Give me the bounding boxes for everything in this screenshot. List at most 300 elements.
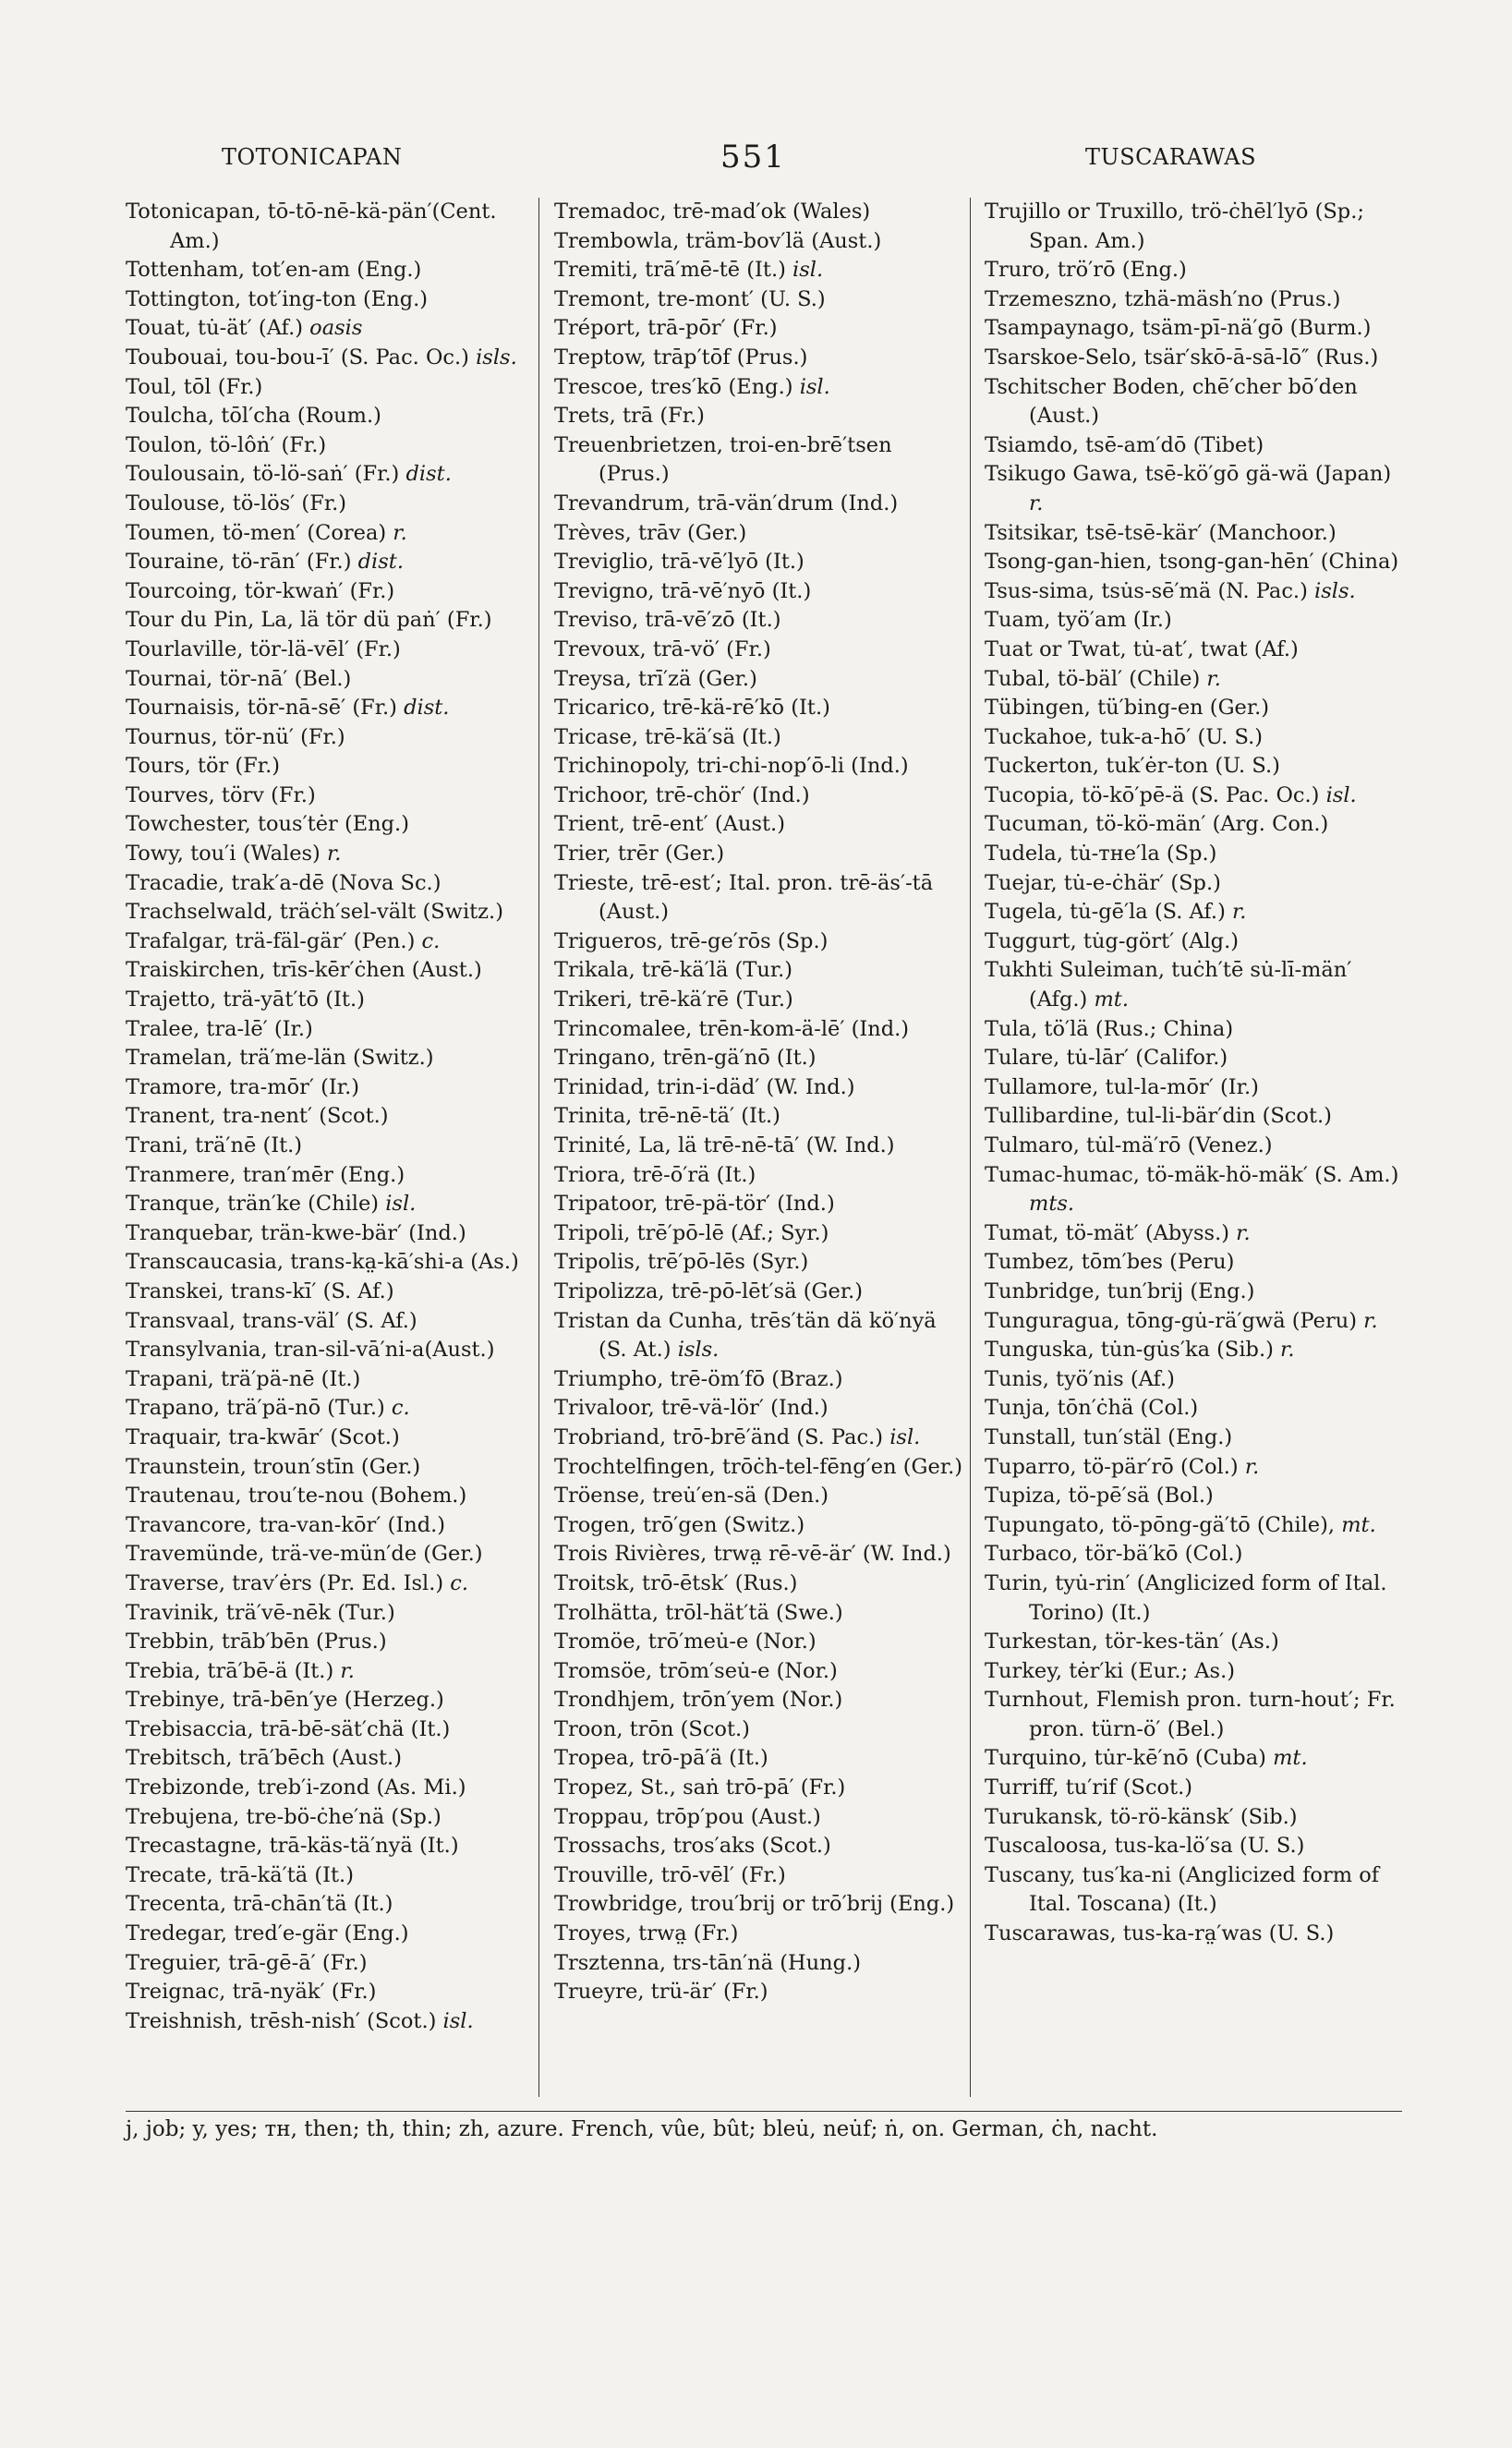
entry-text: Trondhjem, trōn′yem (Nor.) bbox=[554, 1688, 843, 1713]
entry-text: Trikala, trē-kä′lä (Tur.) bbox=[554, 958, 793, 983]
entry-feature-type: mt. bbox=[1341, 1512, 1376, 1537]
entry-text: Travancore, tra-van-kōr′ (Ind.) bbox=[126, 1512, 446, 1537]
gazetteer-entry bbox=[554, 1248, 966, 1278]
entry-text: Tranmere, tran′mēr (Eng.) bbox=[126, 1162, 405, 1187]
gazetteer-entry bbox=[126, 1365, 532, 1395]
gazetteer-entry bbox=[126, 1248, 532, 1278]
gazetteer-entry bbox=[985, 1278, 1402, 1307]
gazetteer-entry bbox=[985, 1102, 1402, 1132]
gazetteer-entry bbox=[985, 1161, 1402, 1219]
entry-text: Tourlaville, tör-lä-vēl′ (Fr.) bbox=[126, 636, 401, 661]
gazetteer-entry bbox=[554, 577, 966, 607]
entry-text: Towy, tou′i (Wales) bbox=[126, 842, 321, 866]
gazetteer-entry bbox=[554, 1686, 966, 1715]
entry-text: Trivaloor, trē-vä-lör′ (Ind.) bbox=[554, 1396, 829, 1421]
entry-text: Tübingen, tü′bing-en (Ger.) bbox=[985, 696, 1270, 721]
entry-text: Transcaucasia, trans-ka̤-kā′shi-a (As.) bbox=[126, 1250, 519, 1275]
gazetteer-entry bbox=[554, 1073, 966, 1103]
entry-feature-type: r. bbox=[1280, 1338, 1295, 1363]
gazetteer-entry bbox=[985, 256, 1402, 285]
entry-text: Treishnish, trēsh-nish′ (Scot.) bbox=[126, 2008, 437, 2033]
entry-text: Trèves, trāv (Ger.) bbox=[554, 520, 747, 545]
gazetteer-entry bbox=[554, 810, 966, 840]
entry-feature-type: r. bbox=[326, 842, 342, 866]
gazetteer-entry bbox=[554, 198, 966, 227]
gazetteer-entry bbox=[554, 1161, 966, 1191]
entry-text: Tsiamdo, tsē-am′dō (Tibet) bbox=[985, 432, 1264, 457]
entry-text: Tropez, St., saṅ trō-pā′ (Fr.) bbox=[554, 1775, 846, 1800]
gazetteer-entry bbox=[126, 840, 532, 869]
entry-text: Troppau, trōp′pou (Aust.) bbox=[554, 1804, 821, 1829]
entry-text: Turriff, tu′rif (Scot.) bbox=[985, 1775, 1193, 1800]
entry-text: Tourves, törv (Fr.) bbox=[126, 782, 316, 807]
gazetteer-column-1 bbox=[126, 198, 532, 2091]
entry-text: Tröense, treu̇′en-sä (Den.) bbox=[554, 1484, 829, 1509]
entry-text: Trevigno, trā-vē′nyō (It.) bbox=[554, 578, 812, 603]
gazetteer-entry bbox=[126, 898, 532, 927]
gazetteer-entry bbox=[126, 198, 532, 256]
entry-text: Trolhätta, trōl-hät′tä (Swe.) bbox=[554, 1600, 843, 1625]
entry-text: Transvaal, trans-väl′ (S. Af.) bbox=[126, 1308, 417, 1333]
entry-text: Tuparro, tö-pär′rō (Col.) bbox=[985, 1454, 1239, 1479]
gazetteer-entry bbox=[126, 1394, 532, 1424]
entry-feature-type: isl. bbox=[385, 1192, 417, 1217]
entry-text: Transylvania, tran-sil-vā′ni-a(Aust.) bbox=[126, 1338, 495, 1363]
gazetteer-entry bbox=[554, 1774, 966, 1803]
gazetteer-entry bbox=[126, 1278, 532, 1307]
entry-text: Travemünde, trä-ve-mün′de (Ger.) bbox=[126, 1542, 483, 1567]
gazetteer-entry bbox=[126, 752, 532, 782]
gazetteer-entry bbox=[554, 1102, 966, 1132]
entry-text: Trichoor, trē-chör′ (Ind.) bbox=[554, 782, 810, 807]
gazetteer-entry bbox=[985, 1774, 1402, 1803]
gazetteer-entry bbox=[126, 956, 532, 986]
entry-text: Toubouai, tou-bou-ī′ (S. Pac. Oc.) bbox=[126, 345, 469, 370]
entry-text: Tripatoor, trē-pä-tör′ (Ind.) bbox=[554, 1192, 835, 1217]
entry-text: Trescoe, tres′kō (Eng.) bbox=[554, 374, 793, 399]
entry-text: Tumat, tö-mät′ (Abyss.) bbox=[985, 1220, 1230, 1245]
entry-text: Trecate, trā-kä′tä (It.) bbox=[126, 1862, 354, 1887]
gazetteer-entry bbox=[985, 460, 1402, 518]
entry-text: Trebizonde, treb′i-zond (As. Mi.) bbox=[126, 1775, 466, 1800]
gazetteer-entry bbox=[985, 198, 1402, 256]
entry-text: Tunis, työ′nis (Af.) bbox=[985, 1366, 1175, 1391]
gazetteer-entry bbox=[554, 1657, 966, 1687]
entry-text: Toulcha, tōl′cha (Roum.) bbox=[126, 404, 381, 429]
gazetteer-entry bbox=[126, 1599, 532, 1629]
gazetteer-entry bbox=[985, 1803, 1402, 1833]
gazetteer-entry bbox=[126, 1803, 532, 1833]
entry-text: Trinita, trē-nē-tä′ (It.) bbox=[554, 1104, 780, 1129]
entry-text: Tupiza, tö-pē′sä (Bol.) bbox=[985, 1484, 1214, 1509]
entry-text: Tringano, trēn-gä′nō (It.) bbox=[554, 1046, 816, 1071]
gazetteer-entry bbox=[126, 431, 532, 461]
gazetteer-entry bbox=[126, 1453, 532, 1483]
gazetteer-entry bbox=[126, 1015, 532, 1045]
gazetteer-entry bbox=[126, 577, 532, 607]
entry-text: Trikeri, trē-kä′rē (Tur.) bbox=[554, 988, 793, 1012]
entry-text: Tremont, tre-mont′ (U. S.) bbox=[554, 286, 826, 311]
entry-text: Tulmaro, tu̇l-mä′rō (Venez.) bbox=[985, 1133, 1273, 1157]
gazetteer-entry bbox=[985, 1424, 1402, 1453]
entry-text: Tripolizza, trē-pō-lēt′sä (Ger.) bbox=[554, 1279, 864, 1303]
gazetteer-entry bbox=[554, 227, 966, 257]
gazetteer-entry bbox=[126, 314, 532, 344]
entry-text: Trier, trēr (Ger.) bbox=[554, 842, 725, 866]
entry-text: Trets, trā (Fr.) bbox=[554, 404, 705, 429]
entry-text: Trevandrum, trā-vän′drum (Ind.) bbox=[554, 491, 899, 515]
gazetteer-entry bbox=[554, 782, 966, 811]
entry-text: Tupungato, tö-pōng-gä′tō (Chile), bbox=[985, 1512, 1336, 1537]
entry-text: Trichinopoly, tri-chi-nop′ō-li (Ind.) bbox=[554, 754, 909, 779]
entry-feature-type: mts. bbox=[1029, 1192, 1075, 1217]
entry-feature-type: isl. bbox=[442, 2008, 474, 2033]
entry-feature-type: r. bbox=[1029, 491, 1044, 515]
gazetteer-entry bbox=[985, 636, 1402, 665]
gazetteer-entry bbox=[985, 1248, 1402, 1278]
entry-text: Tugela, tu̇-gē′la (S. Af.) bbox=[985, 900, 1226, 925]
gazetteer-entry bbox=[126, 1102, 532, 1132]
gazetteer-entry bbox=[126, 723, 532, 753]
entry-feature-type: isl. bbox=[792, 258, 824, 283]
footer-rule bbox=[126, 2111, 1402, 2112]
gazetteer-entry bbox=[985, 1920, 1402, 1949]
gazetteer-entry bbox=[554, 1832, 966, 1861]
entry-text: Tumac-humac, tö-mäk-hö-mäk′ (S. Am.) bbox=[985, 1162, 1399, 1187]
gazetteer-entry bbox=[126, 1978, 532, 2007]
gazetteer-entry bbox=[554, 344, 966, 373]
entry-text: Tramore, tra-mōr′ (Ir.) bbox=[126, 1074, 360, 1099]
entry-text: Triora, trē-ō′rä (It.) bbox=[554, 1162, 756, 1187]
gazetteer-entry bbox=[554, 1453, 966, 1483]
gazetteer-entry bbox=[985, 1336, 1402, 1365]
entry-text: Troyes, trwa̤ (Fr.) bbox=[554, 1921, 739, 1946]
entry-text: Tubal, tö-bäl′ (Chile) bbox=[985, 666, 1201, 691]
gazetteer-entry bbox=[554, 606, 966, 636]
entry-text: Trinité, La, lä trē-nē-tā′ (W. Ind.) bbox=[554, 1133, 895, 1157]
entry-text: Tralee, tra-lē′ (Ir.) bbox=[126, 1016, 313, 1041]
entry-text: Tuckahoe, tuk-a-hō′ (U. S.) bbox=[985, 724, 1264, 749]
gazetteer-entry bbox=[554, 1978, 966, 2007]
gazetteer-entry bbox=[985, 344, 1402, 373]
gazetteer-entry bbox=[554, 1482, 966, 1511]
entry-text: Treviso, trā-vē′zō (It.) bbox=[554, 608, 781, 633]
gazetteer-entry bbox=[554, 1803, 966, 1833]
gazetteer-entry bbox=[126, 1861, 532, 1891]
gazetteer-entry bbox=[554, 285, 966, 315]
gazetteer-entry bbox=[126, 694, 532, 723]
gazetteer-entry bbox=[985, 1307, 1402, 1337]
entry-text: Trebbin, trāb′bēn (Prus.) bbox=[126, 1630, 387, 1654]
gazetteer-entry bbox=[554, 314, 966, 344]
gazetteer-entry bbox=[126, 1132, 532, 1161]
entry-text: Trebujena, tre-bö-ċhe′nä (Sp.) bbox=[126, 1804, 442, 1829]
entry-text: Tsarskoe-Selo, tsär′skō-ā-sā-lō″ (Rus.) bbox=[985, 345, 1379, 370]
entry-text: Tullibardine, tul-li-bär′din (Scot.) bbox=[985, 1104, 1332, 1129]
entry-text: Trowbridge, trou′brij or trō′brij (Eng.) bbox=[554, 1892, 955, 1917]
entry-text: Trachselwald, träċh′sel-vält (Switz.) bbox=[126, 900, 503, 925]
entry-text: Tropea, trō-pā′ä (It.) bbox=[554, 1746, 768, 1771]
gazetteer-entry bbox=[126, 402, 532, 431]
gazetteer-entry bbox=[554, 1861, 966, 1891]
entry-text: Tournai, tör-nā′ (Bel.) bbox=[126, 666, 352, 691]
entry-text: Turbaco, tör-bä′kō (Col.) bbox=[985, 1542, 1243, 1567]
gazetteer-entry bbox=[126, 1686, 532, 1715]
gazetteer-entry bbox=[985, 898, 1402, 927]
gazetteer-entry bbox=[554, 1365, 966, 1395]
entry-text: Tournaisis, tör-nā-sē′ (Fr.) bbox=[126, 696, 397, 721]
gazetteer-entry bbox=[554, 636, 966, 665]
entry-text: Toul, tōl (Fr.) bbox=[126, 374, 263, 399]
entry-text: Traquair, tra-kwār′ (Scot.) bbox=[126, 1424, 400, 1449]
entry-text: Trevoux, trā-vö′ (Fr.) bbox=[554, 636, 771, 661]
gazetteer-entry bbox=[554, 490, 966, 519]
entry-text: Tucuman, tö-kö-män′ (Arg. Con.) bbox=[985, 812, 1329, 837]
entry-text: Tracadie, trak′a-dē (Nova Sc.) bbox=[126, 870, 442, 895]
entry-text: Tranque, trän′ke (Chile) bbox=[126, 1192, 380, 1217]
entry-text: Treuenbrietzen, troi-en-brē′tsen (Prus.) bbox=[554, 432, 892, 487]
gazetteer-entry bbox=[554, 1278, 966, 1307]
entry-text: Tricarico, trē-kä-rē′kō (It.) bbox=[554, 696, 830, 721]
entry-text: Trincomalee, trēn-kom-ä-lē′ (Ind.) bbox=[554, 1016, 910, 1041]
gazetteer-entry bbox=[126, 344, 532, 373]
gazetteer-entry bbox=[126, 256, 532, 285]
gazetteer-entry bbox=[985, 840, 1402, 869]
gazetteer-entry bbox=[126, 548, 532, 577]
entry-text: Trautenau, trou′te-nou (Bohem.) bbox=[126, 1484, 467, 1509]
entry-text: Turkestan, tör-kes-tän′ (As.) bbox=[985, 1630, 1279, 1654]
entry-text: Trsztenna, trs-tān′nä (Hung.) bbox=[554, 1950, 861, 1975]
gazetteer-entry bbox=[985, 1511, 1402, 1541]
gazetteer-entry bbox=[985, 694, 1402, 723]
entry-text: Tuejar, tu̇-e-ċhär′ (Sp.) bbox=[985, 870, 1221, 895]
gazetteer-entry bbox=[126, 986, 532, 1015]
entry-text: Triumpho, trē-öm′fō (Braz.) bbox=[554, 1366, 843, 1391]
entry-text: Troitsk, trō-ētsk′ (Rus.) bbox=[554, 1570, 798, 1595]
gazetteer-entry bbox=[554, 1394, 966, 1424]
entry-text: Touraine, tö-rān′ (Fr.) bbox=[126, 550, 352, 575]
gazetteer-entry bbox=[985, 1540, 1402, 1569]
entry-text: Tunbridge, tun′brij (Eng.) bbox=[985, 1279, 1255, 1303]
gazetteer-entry bbox=[554, 723, 966, 753]
entry-text: Tristan da Cunha, trēs′tän dä kö′nyä (S. At.) bbox=[554, 1308, 937, 1363]
entry-feature-type: r. bbox=[1206, 666, 1221, 691]
gazetteer-entry bbox=[554, 665, 966, 695]
gazetteer-entry bbox=[554, 956, 966, 986]
entry-feature-type: isl. bbox=[889, 1424, 921, 1449]
gazetteer-entry bbox=[554, 1628, 966, 1657]
gazetteer-entry bbox=[985, 1569, 1402, 1628]
entry-text: Trieste, trē-est′; Ital. pron. trē-äs′-tā (Aust.) bbox=[554, 870, 934, 925]
gazetteer-entry bbox=[554, 869, 966, 927]
gazetteer-entry bbox=[554, 1044, 966, 1073]
entry-text: Turukansk, tö-rö-känsk′ (Sib.) bbox=[985, 1804, 1298, 1829]
entry-feature-type: r. bbox=[1232, 900, 1247, 925]
entry-text: Tramelan, trä′me-län (Switz.) bbox=[126, 1046, 434, 1071]
entry-feature-type: r. bbox=[393, 520, 407, 545]
gazetteer-entry bbox=[126, 2007, 532, 2037]
entry-text: Tuam, työ′am (Ir.) bbox=[985, 608, 1172, 633]
entry-text: Tula, tö′lä (Rus.; China) bbox=[985, 1016, 1234, 1041]
entry-text: Turnhout, Flemish pron. turn-hout′; Fr. pron. türn-ö′ (Bel.) bbox=[985, 1688, 1396, 1741]
entry-text: Tsikugo Gawa, tsē-kö′gō gä-wä (Japan) bbox=[985, 462, 1392, 487]
gazetteer-entry bbox=[554, 1920, 966, 1949]
entry-text: Trapano, trä′pä-nō (Tur.) bbox=[126, 1396, 385, 1421]
gazetteer-entry bbox=[985, 752, 1402, 782]
gazetteer-entry bbox=[126, 1336, 532, 1365]
entry-text: Tremadoc, trē-mad′ok (Wales) bbox=[554, 200, 871, 224]
gazetteer-entry bbox=[554, 927, 966, 957]
entry-text: Touat, tu̇-ät′ (Af.) bbox=[126, 316, 303, 341]
entry-feature-type: c. bbox=[450, 1570, 469, 1595]
gazetteer-entry bbox=[985, 927, 1402, 957]
gazetteer-entry bbox=[985, 1365, 1402, 1395]
gazetteer-entry bbox=[126, 1832, 532, 1861]
entry-text: Trebinye, trā-bēn′ye (Herzeg.) bbox=[126, 1688, 444, 1713]
gazetteer-entry bbox=[126, 1190, 532, 1219]
gazetteer-entry bbox=[126, 1744, 532, 1774]
gazetteer-entry bbox=[985, 1219, 1402, 1249]
gazetteer-entry bbox=[554, 1424, 966, 1453]
gazetteer-entry bbox=[985, 606, 1402, 636]
entry-text: Tsong-gan-hien, tsong-gan-hēn′ (China) bbox=[985, 550, 1399, 575]
gazetteer-entry bbox=[985, 1073, 1402, 1103]
entry-text: Tunja, tōn′ċhä (Col.) bbox=[985, 1396, 1199, 1421]
gazetteer-entry bbox=[985, 1015, 1402, 1045]
gazetteer-entry bbox=[985, 956, 1402, 1014]
gazetteer-entry bbox=[554, 1715, 966, 1745]
gazetteer-entry bbox=[126, 665, 532, 695]
entry-text: Trigueros, trē-ge′rōs (Sp.) bbox=[554, 928, 829, 953]
gazetteer-entry bbox=[985, 1744, 1402, 1774]
gazetteer-column-2 bbox=[554, 198, 966, 2091]
pronunciation-key: j, job; y, yes; ᴛʜ, then; th, thin; zh, azure. French, vûe, bût; bleu̇, neu̇f; ṅ, on. German, ċh, nacht. bbox=[126, 2117, 1158, 2141]
gazetteer-entry bbox=[985, 431, 1402, 461]
gazetteer-entry bbox=[126, 606, 532, 636]
entry-text: Tudela, tu̇-ᴛʜe′la (Sp.) bbox=[985, 842, 1217, 866]
entry-text: Tuggurt, tu̇g-gört′ (Alg.) bbox=[985, 928, 1239, 953]
entry-text: Trueyre, trü-är′ (Fr.) bbox=[554, 1980, 768, 2005]
gazetteer-entry bbox=[985, 665, 1402, 695]
entry-text: Tremiti, trā′mē-tē (It.) bbox=[554, 258, 786, 283]
gazetteer-entry bbox=[985, 1044, 1402, 1073]
gazetteer-entry bbox=[554, 1599, 966, 1629]
entry-text: Toulousain, tö-lö-saṅ′ (Fr.) bbox=[126, 462, 400, 487]
entry-text: Tsitsikar, tsē-tsē-kär′ (Manchoor.) bbox=[985, 520, 1337, 545]
entry-text: Tunguska, tu̇n-gu̇s′ka (Sib.) bbox=[985, 1338, 1274, 1363]
entry-feature-type: isl. bbox=[1325, 782, 1357, 807]
entry-feature-type: oasis bbox=[309, 316, 363, 341]
entry-text: Tranent, tra-nent′ (Scot.) bbox=[126, 1104, 389, 1129]
entry-text: Trzemeszno, tzhä-mäsh′no (Prus.) bbox=[985, 286, 1341, 311]
gazetteer-entry bbox=[554, 1744, 966, 1774]
entry-text: Trecastagne, trā-käs-tä′nyä (It.) bbox=[126, 1834, 459, 1859]
entry-text: Tukhti Suleiman, tuċh′tē su̇-lī-män′ (Afg.) bbox=[985, 958, 1352, 1012]
gazetteer-entry bbox=[554, 1511, 966, 1541]
gazetteer-entry bbox=[126, 1161, 532, 1191]
entry-text: Treviglio, trā-vē′lyō (It.) bbox=[554, 550, 804, 575]
entry-feature-type: dist. bbox=[404, 696, 450, 721]
entry-text: Trogen, trō′gen (Switz.) bbox=[554, 1512, 805, 1537]
entry-text: Tripoli, trē′pō-lē (Af.; Syr.) bbox=[554, 1220, 829, 1245]
entry-text: Tsampaynago, tsäm-pī-nä′gō (Burm.) bbox=[985, 316, 1372, 341]
gazetteer-entry bbox=[985, 373, 1402, 431]
gazetteer-entry bbox=[554, 1219, 966, 1249]
entry-text: Toulouse, tö-lös′ (Fr.) bbox=[126, 491, 347, 515]
entry-text: Treignac, trā-nyäk′ (Fr.) bbox=[126, 1980, 377, 2005]
entry-text: Trapani, trä′pä-nē (It.) bbox=[126, 1366, 361, 1391]
entry-text: Treguier, trā-gē-ā′ (Fr.) bbox=[126, 1950, 368, 1975]
gazetteer-entry bbox=[554, 402, 966, 431]
entry-text: Toumen, tö-men′ (Corea) bbox=[126, 520, 387, 545]
gazetteer-entry bbox=[554, 1569, 966, 1599]
gazetteer-entry bbox=[554, 548, 966, 577]
entry-feature-type: mt. bbox=[1094, 988, 1129, 1012]
gazetteer-entry bbox=[126, 1569, 532, 1599]
gazetteer-entry bbox=[554, 986, 966, 1015]
entry-text: Tucopia, tö-kō′pē-ä (S. Pac. Oc.) bbox=[985, 782, 1320, 807]
gazetteer-entry bbox=[126, 1511, 532, 1541]
gazetteer-entry bbox=[985, 1861, 1402, 1920]
gazetteer-entry bbox=[126, 1073, 532, 1103]
gazetteer-entry bbox=[126, 869, 532, 899]
gazetteer-entry bbox=[554, 840, 966, 869]
gazetteer-entry bbox=[126, 1044, 532, 1073]
entry-text: Troon, trōn (Scot.) bbox=[554, 1716, 750, 1741]
column-divider bbox=[970, 198, 971, 2097]
entry-text: Tschitscher Boden, chē′cher bō′den (Aust.) bbox=[985, 374, 1358, 429]
gazetteer-entry bbox=[985, 782, 1402, 811]
gazetteer-entry bbox=[126, 1890, 532, 1920]
entry-text: Toulon, tö-lôṅ′ (Fr.) bbox=[126, 432, 327, 457]
gazetteer-entry bbox=[126, 285, 532, 315]
entry-text: Trembowla, träm-bov′lä (Aust.) bbox=[554, 228, 882, 253]
entry-text: Tulare, tu̇-lār′ (Califor.) bbox=[985, 1046, 1228, 1071]
entry-text: Tours, tör (Fr.) bbox=[126, 754, 281, 779]
gazetteer-entry bbox=[985, 1686, 1402, 1744]
gazetteer-entry bbox=[126, 1774, 532, 1803]
gazetteer-entry bbox=[985, 519, 1402, 549]
gazetteer-entry bbox=[126, 373, 532, 403]
entry-text: Trient, trē-ent′ (Aust.) bbox=[554, 812, 785, 837]
gazetteer-entry bbox=[126, 1424, 532, 1453]
entry-feature-type: dist. bbox=[405, 462, 452, 487]
entry-text: Trafalgar, trä-fäl-gär′ (Pen.) bbox=[126, 928, 416, 953]
entry-text: Tuscaloosa, tus-ka-lö′sa (U. S.) bbox=[985, 1834, 1305, 1859]
entry-feature-type: isl. bbox=[799, 374, 830, 399]
gazetteer-entry bbox=[126, 927, 532, 957]
entry-text: Trajetto, trä-yāt′tō (It.) bbox=[126, 988, 365, 1012]
gazetteer-entry bbox=[985, 1132, 1402, 1161]
gazetteer-entry bbox=[985, 1453, 1402, 1483]
gazetteer-entry bbox=[985, 1657, 1402, 1687]
gazetteer-entry bbox=[985, 1394, 1402, 1424]
entry-text: Tuckerton, tuk′ėr-ton (U. S.) bbox=[985, 754, 1280, 779]
entry-text: Travinik, trä′vē-nēk (Tur.) bbox=[126, 1600, 395, 1625]
entry-text: Totonicapan, tō-tō-nē-kä-pän′(Cent. Am.) bbox=[126, 200, 497, 253]
gazetteer-entry bbox=[554, 519, 966, 549]
entry-text: Tunguragua, tōng-gu̇-rä′gwä (Peru) bbox=[985, 1308, 1358, 1333]
entry-text: Tullamore, tul-la-mōr′ (Ir.) bbox=[985, 1074, 1259, 1099]
entry-text: Turin, tyu̇-rin′ (Anglicized form of Ital. Torino) (It.) bbox=[985, 1570, 1387, 1625]
entry-text: Trebitsch, trā′bēch (Aust.) bbox=[126, 1746, 402, 1771]
entry-text: Tredegar, tred′e-gär (Eng.) bbox=[126, 1921, 409, 1946]
entry-text: Tsus-sima, tsu̇s-sē′mä (N. Pac.) bbox=[985, 578, 1308, 603]
entry-text: Tuscarawas, tus-ka-ra̤′was (U. S.) bbox=[985, 1921, 1335, 1946]
gazetteer-entry bbox=[554, 1540, 966, 1569]
page-header bbox=[0, 139, 1512, 181]
entry-text: Trois Rivières, trwa̤ rē-vē-är′ (W. Ind.) bbox=[554, 1542, 951, 1567]
